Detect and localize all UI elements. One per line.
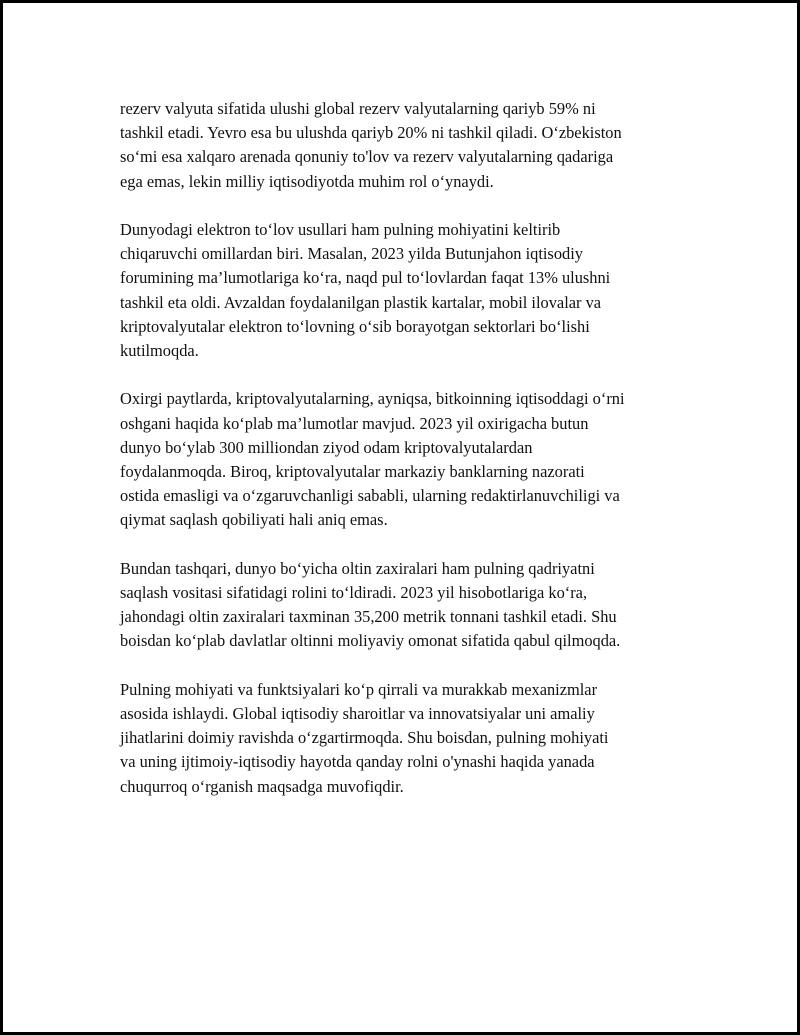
text-line: tashkil etadi. Yevro esa bu ulushda qariyb 20% ni tashkil qiladi. O‘zbekiston xyxy=(120,123,622,143)
text-line: Pulning mohiyati va funktsiyalari ko‘p qirrali va murakkab mexanizmlar xyxy=(120,679,598,699)
text-line: va uning ijtimoiy-iqtisodiy hayotda qanday rolni o'ynashi haqida yanada xyxy=(120,752,595,772)
text-line: kutilmoqda. xyxy=(120,341,199,361)
text-line: qiymat saqlash qobiliyati hali aniq emas. xyxy=(120,510,388,530)
paragraph-conclusion xyxy=(120,678,700,799)
text-line: jihatlarini doimiy ravishda o‘zgartirmoqda. Shu boisdan, pulning mohiyati xyxy=(120,728,609,748)
text-line: boisdan ko‘plab davlatlar oltinni moliyaviy omonat sifatida qabul qilmoqda. xyxy=(120,631,621,651)
text-line: oshgani haqida ko‘plab ma’lumotlar mavjud. 2023 yil oxirigacha butun xyxy=(120,413,589,433)
text-line: ega emas, lekin milliy iqtisodiyotda muhim rol o‘ynaydi. xyxy=(120,171,494,191)
text-line: Bundan tashqari, dunyo bo‘yicha oltin zaxiralari ham pulning qadriyatni xyxy=(120,558,595,578)
text-line: Oxirgi paytlarda, kriptovalyutalarning, ayniqsa, bitkoinning iqtisoddagi o‘rni xyxy=(120,389,625,409)
text-line: kriptovalyutalar elektron to‘lovning o‘sib borayotgan sektorlari bo‘lishi xyxy=(120,316,590,336)
text-line: dunyo bo‘ylab 300 milliondan ziyod odam kriptovalyutalardan xyxy=(120,437,533,457)
text-line: saqlash vositasi sifatidagi rolini to‘ldiradi. 2023 yil hisobotlariga ko‘ra, xyxy=(120,583,588,603)
text-line: chuqurroq o‘rganish maqsadga muvofiqdir. xyxy=(120,776,404,796)
paragraph-gold-reserves xyxy=(120,557,700,654)
text-line: Dunyodagi elektron to‘lov usullari ham pulning mohiyatini keltirib xyxy=(120,220,561,239)
text-line: chiqaruvchi omillardan biri. Masalan, 2023 yilda Butunjahon iqtisodiy xyxy=(120,244,583,264)
text-line: jahondagi oltin zaxiralari taxminan 35,200 metrik tonnani tashkil etadi. Shu xyxy=(120,607,617,627)
text-line: forumining ma’lumotlariga ko‘ra, naqd pul to‘lovlardan faqat 13% ulushni xyxy=(120,268,611,288)
text-line: asosida ishlaydi. Global iqtisodiy sharoitlar va innovatsiyalar uni amaliy xyxy=(120,704,595,724)
text-line: tashkil eta oldi. Avzaldan foydalanilgan plastik kartalar, mobil ilovalar va xyxy=(120,292,602,312)
text-line: so‘mi esa xalqaro arenada qonuniy to'lov va rezerv valyutalarning qadariga xyxy=(120,147,614,167)
document-body xyxy=(120,97,700,799)
text-line: ostida emasligi va o‘zgaruvchanligi sababli, ularning redaktirlanuvchiligi va xyxy=(120,486,620,506)
paragraph-electronic-payments xyxy=(120,218,700,363)
paragraph-reserve-currency xyxy=(120,97,700,194)
paragraph-cryptocurrency xyxy=(120,387,700,532)
text-line: rezerv valyuta sifatida ulushi global rezerv valyutalarning qariyb 59% ni xyxy=(120,99,596,118)
text-line: foydalanmoqda. Biroq, kriptovalyutalar markaziy banklarning nazorati xyxy=(120,462,585,482)
